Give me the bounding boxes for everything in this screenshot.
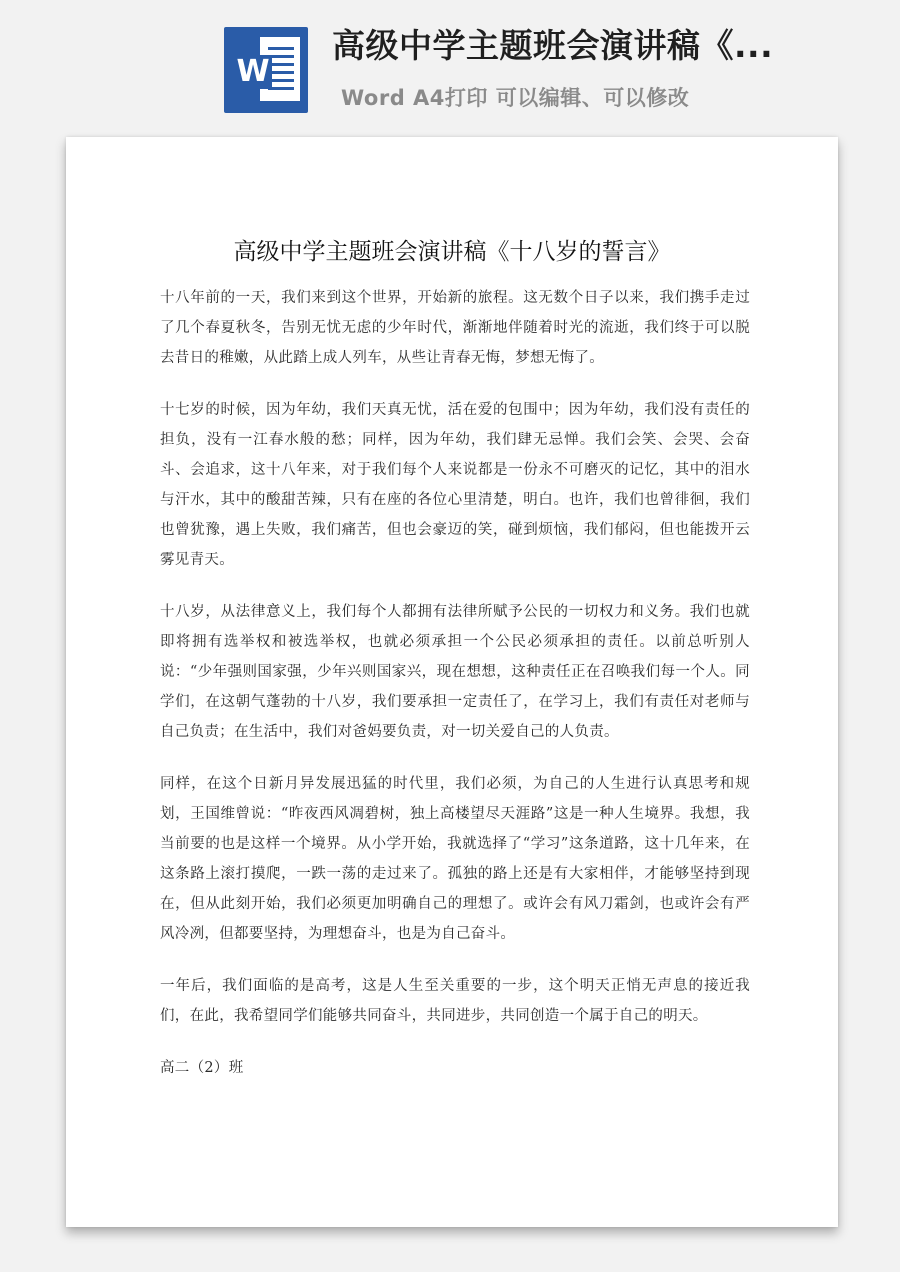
header-subtitle: Word A4打印 可以编辑、可以修改 <box>341 86 690 110</box>
paragraph: 一年后，我们面临的是高考，这是人生至关重要的一步，这个明天正悄无声息的接近我们，在此，我希望同学们能够共同奋斗，共同进步，共同创造一个属于自己的明天。 <box>160 978 750 1024</box>
document-body <box>160 283 750 1105</box>
signature: 高二（2）班 <box>160 1060 244 1076</box>
word-letter-icon: W <box>234 55 272 89</box>
document-title: 高级中学主题班会演讲稿《十八岁的誓言》 <box>233 239 671 265</box>
document-page <box>66 137 838 1227</box>
header-title: 高级中学主题班会演讲稿《... <box>332 26 774 65</box>
paragraph: 十八年前的一天，我们来到这个世界，开始新的旅程。这无数个日子以来，我们携手走过了几个春夏秋冬，告别无忧无虑的少年时代，渐渐地伴随着时光的流逝，我们终于可以脱去昔日的稚嫩，从此踏上成人列车，从些让青春无悔，梦想无悔了。 <box>160 290 750 366</box>
paragraph: 十八岁，从法律意义上，我们每个人都拥有法律所赋予公民的一切权力和义务。我们也就即将拥有选举权和被选举权，也就必须承担一个公民必须承担的责任。以前总听别人说：“少年强则国家强，少年兴则国家兴，现在想想，这种责任正在召唤我们每一个人。同学们，在这朝气蓬勃的十八岁，我们要承担一定责任了，在学习上，我们有责任对老师与自己负责；在生活中，我们对爸妈要负责，对一切关爱自己的人负责。 <box>160 604 750 740</box>
header-banner <box>0 0 900 130</box>
paragraph: 同样，在这个日新月异发展迅猛的时代里，我们必须，为自己的人生进行认真思考和规划，王国维曾说：“昨夜西风凋碧树，独上高楼望尽天涯路”这是一种人生境界。我想，我当前要的也是这样一个境界。从小学开始，我就选择了“学习”这条道路，这十几年来，在这条路上滚打摸爬，一跌一荡的走过来了。孤独的路上还是有大家相伴，才能够坚持到现在，但从此刻开始，我们必须更加明确自己的理想了。或许会有风刀霜剑，也或许会有严风冷冽，但都要坚持，为理想奋斗，也是为自己奋斗。 <box>160 776 750 942</box>
word-document-icon <box>224 27 308 113</box>
paragraph: 十七岁的时候，因为年幼，我们天真无忧，活在爱的包围中；因为年幼，我们没有责任的担负，没有一江春水般的愁；同样，因为年幼，我们肆无忌惮。我们会笑、会哭、会奋斗、会追求，这十八年来，对于我们每个人来说都是一份永不可磨灭的记忆，其中的泪水与汗水，其中的酸甜苦辣，只有在座的各位心里清楚，明白。也许，我们也曾徘徊，我们也曾犹豫，遇上失败，我们痛苦，但也会豪迈的笑，碰到烦恼，我们郁闷，但也能拨开云雾见青天。 <box>160 402 750 568</box>
